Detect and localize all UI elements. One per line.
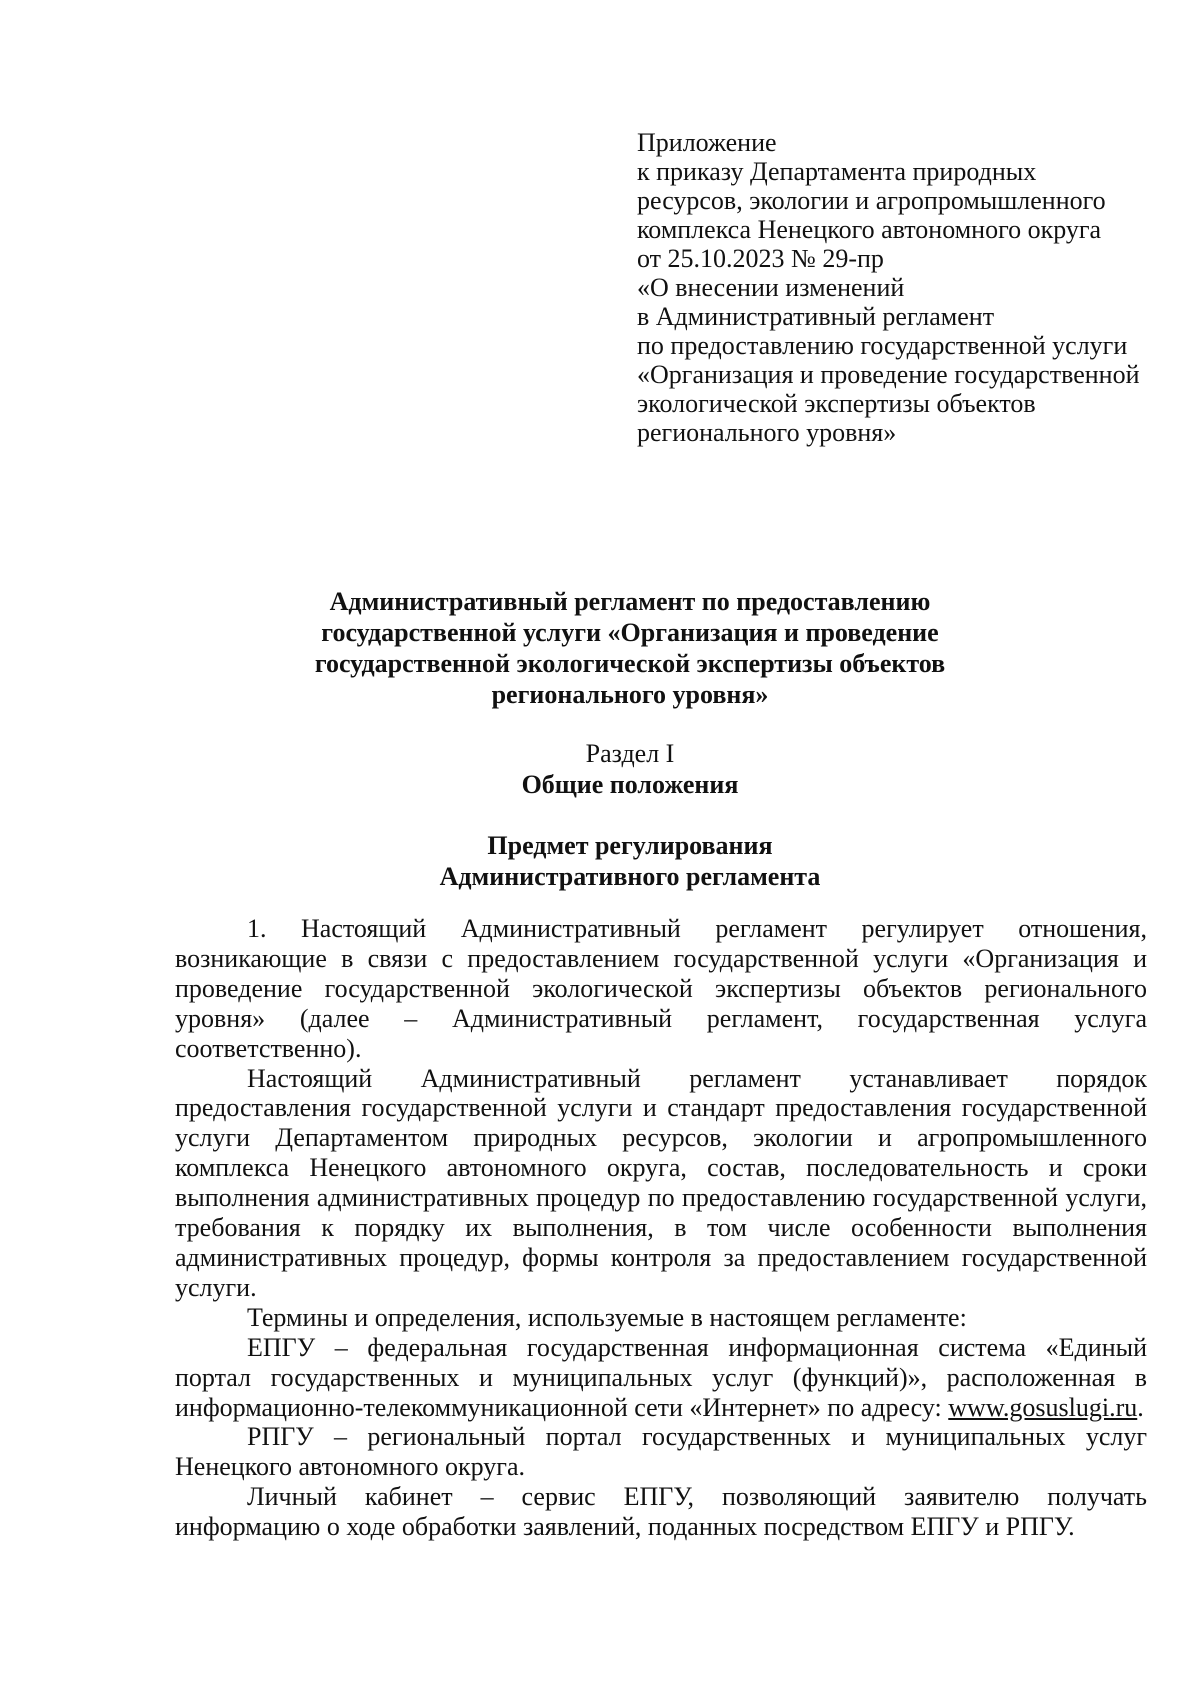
title-line: регионального уровня»: [491, 680, 769, 709]
paragraph: Термины и определения, используемые в настоящем регламенте:: [247, 1302, 967, 1332]
paragraph: РПГУ – региональный портал государственных и муниципальных услуг Ненецкого автономного округа.: [175, 1422, 1147, 1482]
subheading-line: Предмет регулирования: [487, 831, 773, 860]
appendix-line: по предоставлению государственной услуги: [637, 331, 1128, 360]
title-line: Административный регламент по предоставлению: [329, 587, 931, 616]
gosuslugi-link[interactable]: www.gosuslugi.ru: [948, 1392, 1138, 1422]
subheading-line: Административного регламента: [439, 862, 821, 891]
paragraph: 1. Настоящий Административный регламент регулирует отношения, возникающие в связи с предоставлением государственной услуги «Организация и проведение государственной экологической экспертизы объектов регионального уровня» (далее – Административный регламент, государственная услуга соответственно).: [175, 914, 1147, 1063]
appendix-line: экологической экспертизы объектов: [637, 389, 1036, 418]
body-text: [175, 914, 1147, 1542]
title-line: государственной услуги «Организация и проведение: [321, 618, 939, 647]
title-line: государственной экологической экспертизы объектов: [314, 649, 946, 678]
appendix-line: ресурсов, экологии и агропромышленного: [637, 186, 1106, 215]
subheading: [180, 830, 1080, 892]
paragraph: Личный кабинет – сервис ЕПГУ, позволяющий заявителю получать информацию о ходе обработки заявлений, поданных посредством ЕПГУ и РПГУ.: [175, 1482, 1147, 1542]
section-label: Раздел I: [585, 739, 675, 768]
paragraph-text: ЕПГУ – федеральная государственная информационная система «Единый портал государственных и муниципальных услуг (функций)», расположенная в информационно-телекоммуникационной сети «Интернет» по адресу:: [175, 1332, 1147, 1422]
appendix-header: [637, 128, 1167, 447]
appendix-line: от 25.10.2023 № 29-пр: [637, 244, 884, 273]
document-title: [180, 586, 1080, 710]
appendix-line: Приложение: [637, 128, 777, 157]
paragraph: Настоящий Административный регламент устанавливает порядок предоставления государственной услуги и стандарт предоставления государственной услуги Департаментом природных ресурсов, экологии и агропромышленного комплекса Ненецкого автономного округа, состав, последовательность и сроки выполнения административных процедур по предоставлению государственной услуги, требования к порядку их выполнения, в том числе особенности выполнения административных процедур, формы контроля за предоставлением государственной услуги.: [175, 1063, 1147, 1302]
paragraph: [175, 1333, 1147, 1423]
paragraph-end: .: [1137, 1392, 1144, 1422]
appendix-line: регионального уровня»: [637, 418, 897, 447]
appendix-line: в Административный регламент: [637, 302, 995, 331]
appendix-line: комплекса Ненецкого автономного округа: [637, 215, 1102, 244]
appendix-line: к приказу Департамента природных: [637, 157, 1037, 186]
appendix-line: «О внесении изменений: [637, 273, 905, 302]
section-heading: Общие положения: [521, 770, 739, 799]
appendix-line: «Организация и проведение государственной: [637, 360, 1140, 389]
